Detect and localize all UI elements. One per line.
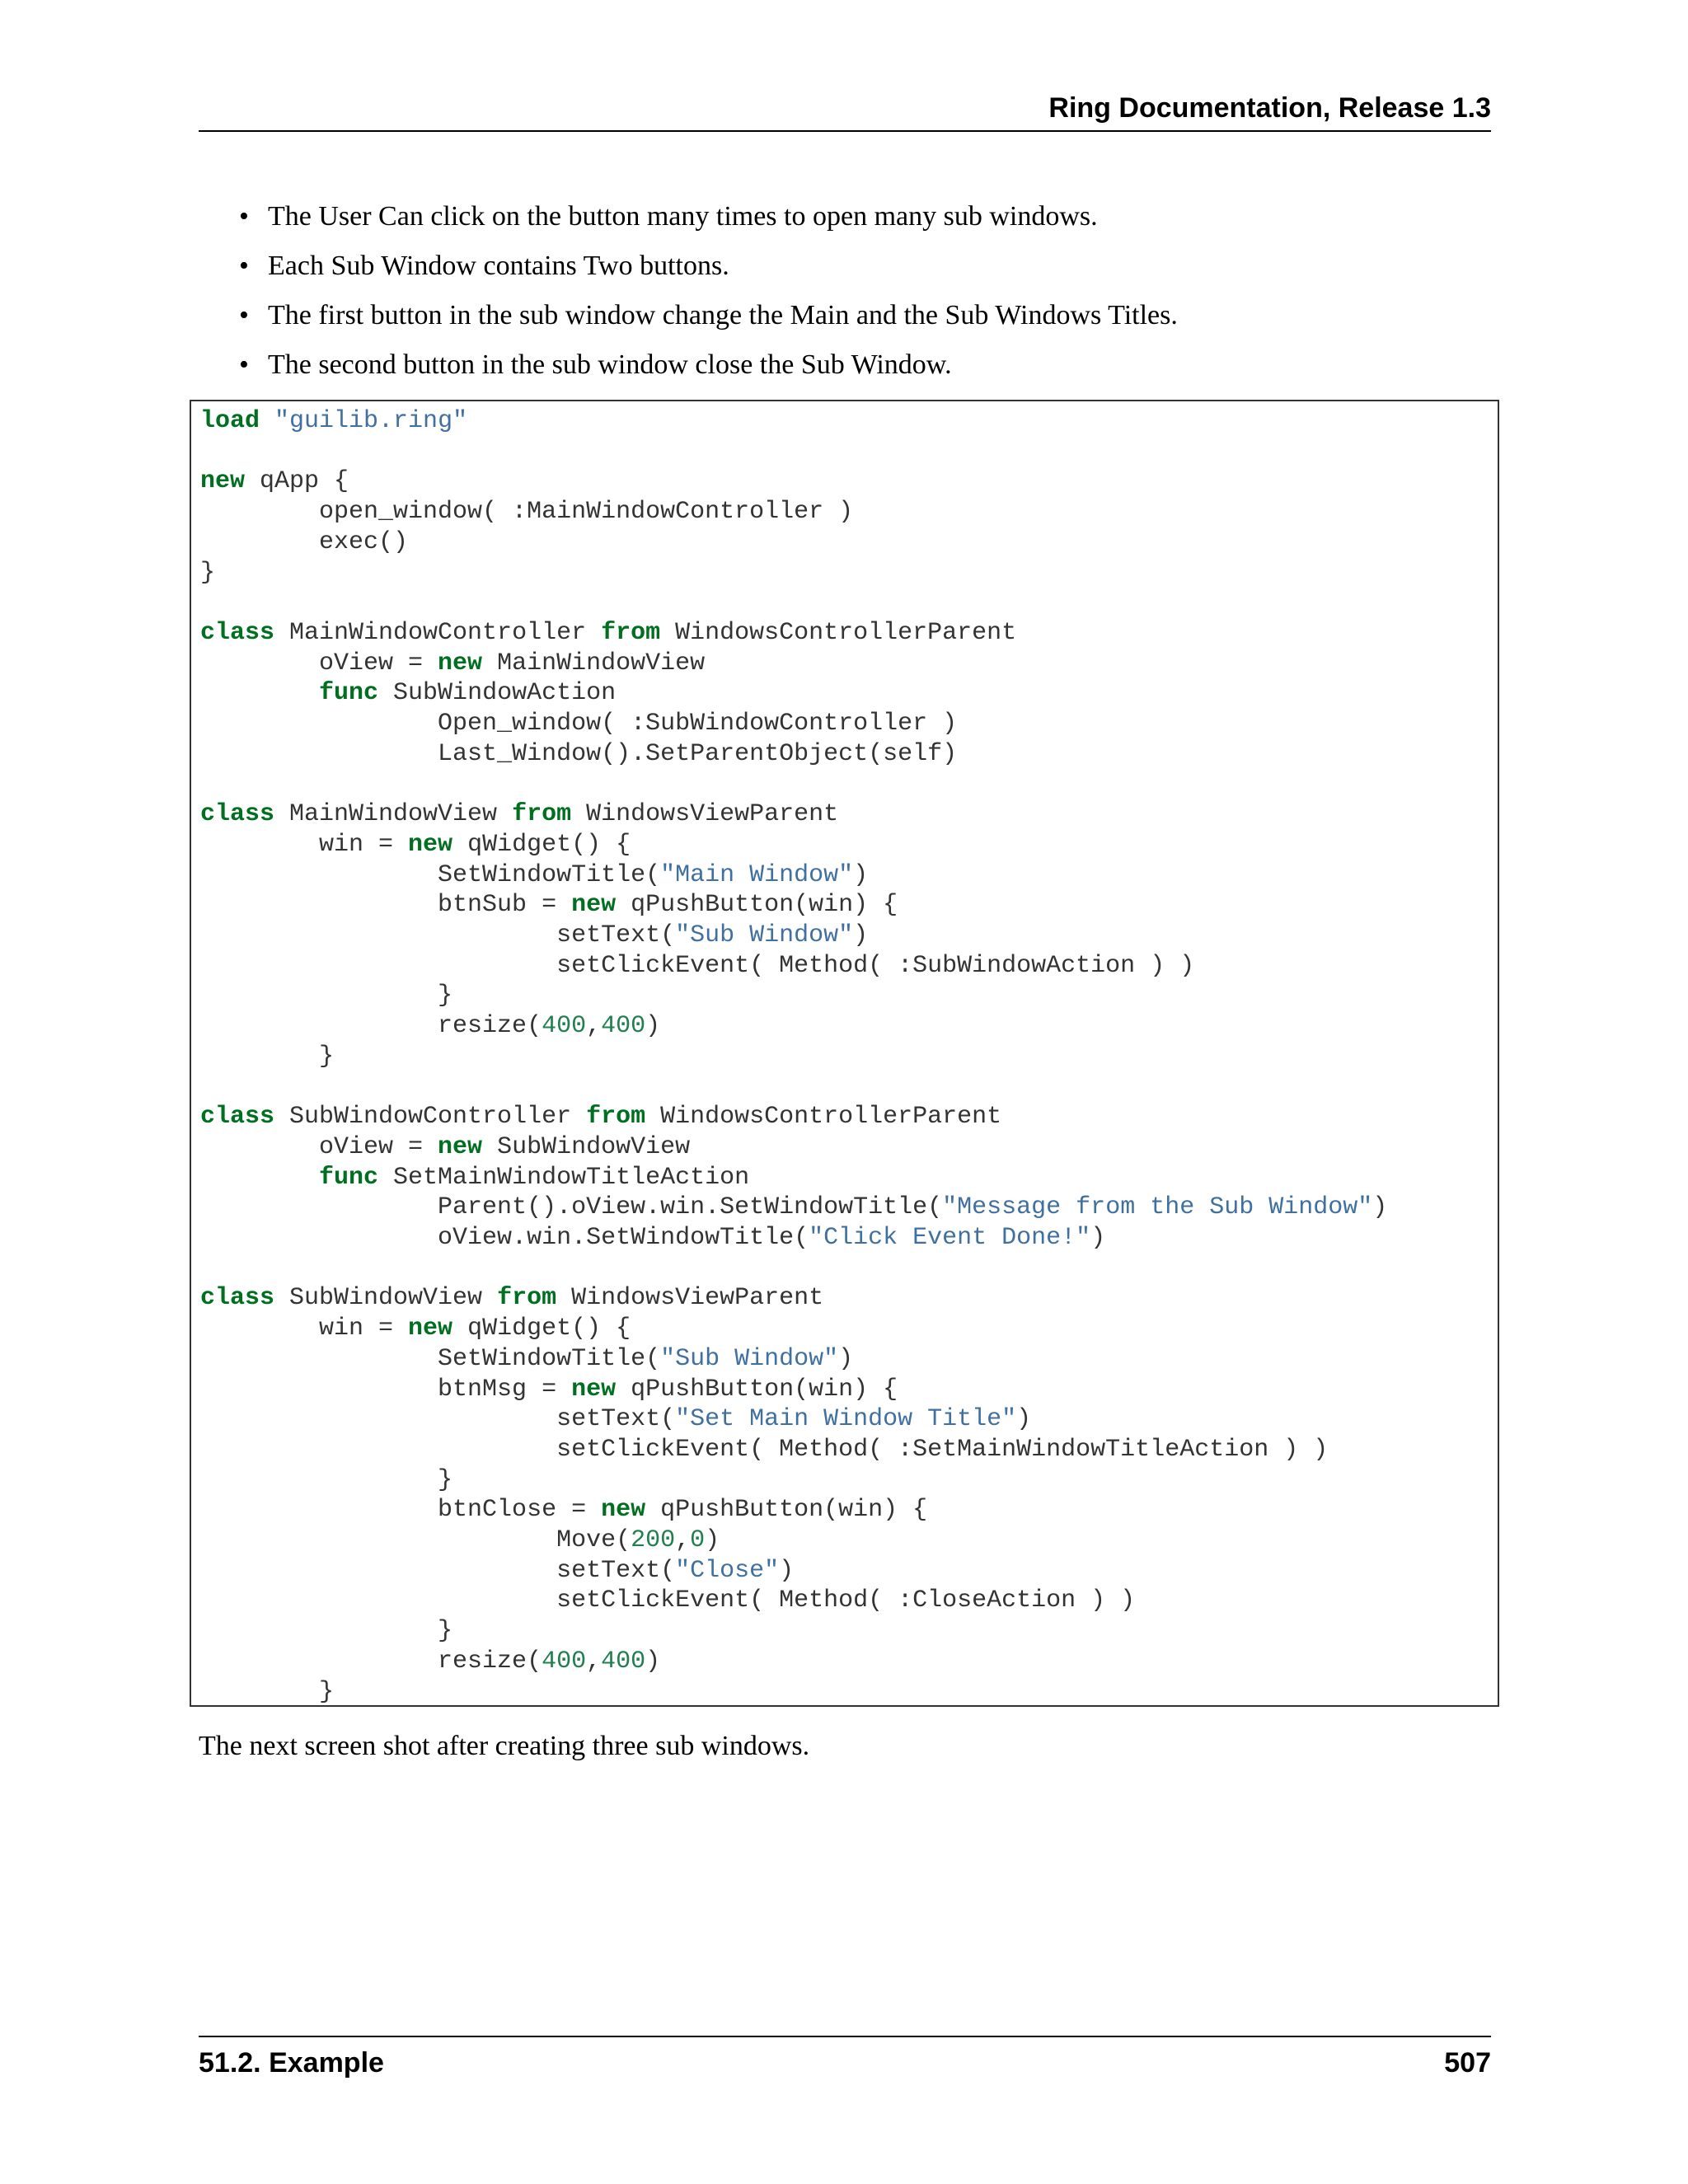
code-token: MainWindowController: [274, 618, 602, 647]
code-token: SetWindowTitle(: [200, 1344, 661, 1373]
code-token: qWidget() {: [452, 830, 631, 859]
code-token: ): [1090, 1223, 1106, 1252]
code-token: "Message from the Sub Window": [942, 1193, 1373, 1222]
code-token: exec(): [200, 527, 409, 556]
code-token: WindowsControllerParent: [660, 618, 1017, 647]
code-line: [200, 1586, 1135, 1615]
code-line: [200, 1043, 334, 1071]
code-token: ,: [675, 1526, 691, 1555]
code-token: btnMsg =: [200, 1375, 572, 1404]
code-token: SetMainWindowTitleAction: [378, 1163, 750, 1192]
code-token: class: [200, 800, 275, 829]
code-line: [200, 407, 467, 435]
bullet-item: • The first button in the sub window change the Main and the Sub Windows Titles.: [239, 299, 1178, 349]
code-token: func: [319, 1163, 379, 1192]
paragraph-text: The next screen shot after creating three sub windows.: [199, 1731, 810, 1761]
code-token: load: [200, 407, 260, 435]
code-line: [200, 891, 898, 919]
code-token: new: [408, 1315, 453, 1343]
code-token: open_window( :MainWindowController ): [200, 498, 854, 527]
code-token: setText(: [200, 921, 676, 949]
code-token: ): [1372, 1193, 1388, 1222]
code-line: [200, 1193, 1387, 1221]
code-token: setText(: [200, 1556, 676, 1585]
code-line: [200, 982, 452, 1010]
code-line: [200, 1224, 1105, 1252]
code-line: [200, 1315, 631, 1343]
code-token: qPushButton(win) {: [616, 1375, 898, 1404]
code-token: resize(: [200, 1647, 542, 1675]
code-line: [200, 467, 349, 495]
code-line: [200, 1405, 1031, 1433]
code-line: [200, 1678, 334, 1706]
code-token: ): [645, 1647, 661, 1675]
code-token: Move(: [200, 1526, 631, 1555]
code-token: "Sub Window": [660, 1344, 839, 1373]
code-line: [200, 1103, 1001, 1131]
code-token: 400: [601, 1012, 646, 1041]
code-line: [200, 1466, 452, 1494]
code-line: [200, 1012, 660, 1040]
code-token: class: [200, 1103, 275, 1132]
code-token: new: [571, 1375, 617, 1404]
code-token: ): [853, 860, 869, 889]
code-line: [200, 710, 957, 738]
code-token: [200, 1164, 319, 1192]
code-token: win =: [200, 1315, 409, 1343]
code-token: 200: [631, 1526, 676, 1555]
code-line: [200, 921, 868, 949]
code-token: WindowsControllerParent: [645, 1103, 1002, 1132]
code-token: "Set Main Window Title": [675, 1405, 1017, 1434]
code-line: [200, 619, 1016, 647]
code-line: [200, 1284, 823, 1312]
code-token: }: [200, 1617, 453, 1646]
code-line: [200, 1617, 452, 1645]
code-token: Parent().oView.win.SetWindowTitle(: [200, 1193, 943, 1222]
code-line: [200, 1436, 1328, 1464]
code-line: [200, 740, 957, 768]
code-token: ): [853, 921, 869, 949]
bullet-item: • Each Sub Window contains Two buttons.: [239, 250, 1178, 299]
code-token: }: [200, 1465, 453, 1494]
code-line: [200, 1557, 794, 1585]
code-token: [260, 407, 274, 435]
code-token: new: [438, 649, 483, 677]
code-line: [200, 498, 853, 526]
code-token: btnSub =: [200, 891, 572, 920]
code-token: qWidget() {: [452, 1315, 631, 1343]
code-token: win =: [200, 830, 409, 859]
code-token: ): [838, 1344, 854, 1373]
code-block: [190, 400, 1499, 1707]
code-token: "Click Event Done!": [809, 1223, 1091, 1252]
code-line: [200, 861, 868, 889]
code-token: from: [512, 800, 572, 829]
code-token: Last_Window().SetParentObject(self): [200, 739, 958, 768]
code-token: WindowsViewParent: [556, 1284, 824, 1313]
code-token: btnClose =: [200, 1496, 602, 1525]
page-footer: [199, 2036, 1491, 2079]
code-token: class: [200, 618, 275, 647]
code-token: SetWindowTitle(: [200, 860, 661, 889]
code-token: qPushButton(win) {: [645, 1496, 928, 1525]
code-token: setClickEvent( Method( :CloseAction ) ): [200, 1586, 1136, 1615]
code-line: [200, 831, 631, 859]
code-token: new: [601, 1496, 646, 1525]
code-token: new: [408, 830, 453, 859]
code-token: }: [200, 1677, 335, 1706]
bullet-list: [239, 200, 1178, 398]
code-token: class: [200, 1284, 275, 1313]
code-token: "Main Window": [660, 860, 854, 889]
code-token: oView.win.SetWindowTitle(: [200, 1223, 809, 1252]
code-token: setText(: [200, 1405, 676, 1434]
code-token: }: [200, 1042, 335, 1071]
code-token: oView =: [200, 1132, 438, 1161]
code-token: MainWindowView: [274, 800, 513, 829]
code-line: [200, 1164, 749, 1192]
code-line: [200, 649, 705, 677]
code-line: [200, 800, 838, 828]
code-token: qPushButton(win) {: [616, 891, 898, 920]
code-token: SubWindowView: [274, 1284, 498, 1313]
code-token: "Sub Window": [675, 921, 854, 949]
code-token: [200, 679, 319, 707]
code-line: [200, 1526, 720, 1554]
code-line: [200, 1496, 927, 1524]
document-title: Ring Documentation, Release 1.3: [1048, 92, 1491, 124]
code-token: ): [779, 1556, 795, 1585]
code-token: 400: [542, 1647, 587, 1675]
code-token: SubWindowView: [482, 1132, 691, 1161]
code-token: SubWindowController: [274, 1103, 587, 1132]
code-token: func: [319, 679, 379, 708]
code-token: "guilib.ring": [274, 407, 468, 435]
code-token: resize(: [200, 1012, 542, 1041]
code-token: setClickEvent( Method( :SetMainWindowTitleAction ) ): [200, 1435, 1329, 1464]
code-token: SubWindowAction: [378, 679, 617, 708]
code-token: 400: [601, 1647, 646, 1675]
code-line: [200, 559, 215, 587]
page-header: [199, 89, 1491, 132]
bullet-item: • The User Can click on the button many times to open many sub windows.: [239, 200, 1178, 250]
code-token: from: [601, 618, 661, 647]
code-token: setClickEvent( Method( :SubWindowAction ) ): [200, 951, 1195, 980]
code-token: ): [645, 1012, 661, 1041]
section-label: 51.2. Example: [199, 2047, 384, 2079]
code-token: from: [497, 1284, 557, 1313]
code-line: [200, 952, 1194, 980]
code-token: ): [705, 1526, 720, 1555]
bullet-item: • The second button in the sub window close the Sub Window.: [239, 349, 1178, 398]
code-listing: [200, 406, 1387, 1707]
code-line: [200, 528, 408, 556]
page-number: 507: [1444, 2047, 1491, 2079]
code-token: ,: [586, 1012, 602, 1041]
code-token: WindowsViewParent: [571, 800, 839, 829]
code-token: from: [586, 1103, 646, 1132]
code-line: [200, 1133, 690, 1161]
code-token: Open_window( :SubWindowController ): [200, 710, 958, 738]
code-token: new: [438, 1132, 483, 1161]
code-token: oView =: [200, 649, 438, 677]
code-line: [200, 1345, 853, 1373]
code-line: [200, 679, 616, 707]
code-token: }: [200, 982, 453, 1010]
code-token: qApp {: [245, 467, 349, 496]
code-token: new: [200, 467, 246, 496]
code-token: ): [1016, 1405, 1032, 1434]
code-token: MainWindowView: [482, 649, 706, 677]
code-token: "Close": [675, 1556, 780, 1585]
code-line: [200, 1647, 660, 1675]
code-token: new: [571, 891, 617, 920]
code-token: ,: [586, 1647, 602, 1675]
code-token: }: [200, 558, 216, 587]
code-token: 400: [542, 1012, 587, 1041]
code-token: 0: [690, 1526, 706, 1555]
code-line: [200, 1376, 898, 1404]
